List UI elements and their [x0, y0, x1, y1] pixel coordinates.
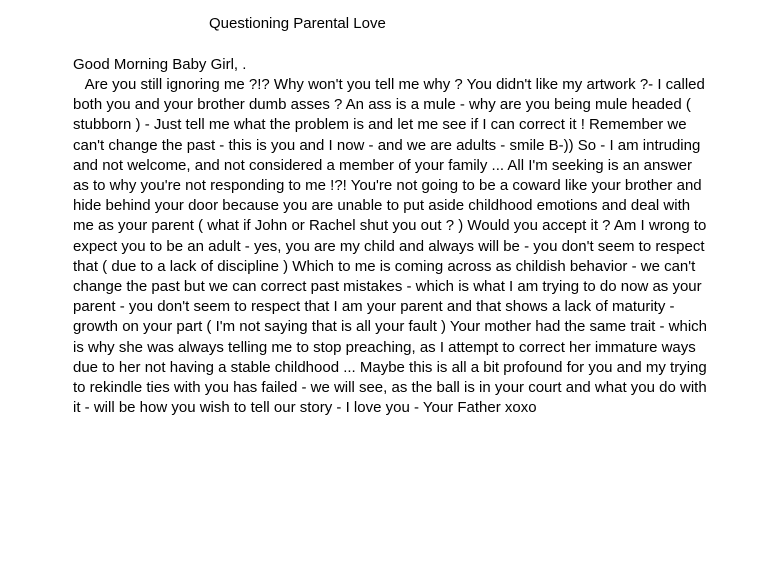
- body-line: parent - you don't seem to respect that I am your parent and that shows a lack of maturity -: [73, 298, 675, 316]
- body-line: is why she was always telling me to stop preaching, as I attempt to correct her immature ways: [73, 338, 696, 356]
- body-line: me as your parent ( what if John or Rachel shut you out ? ) Would you accept it ? Am I wrong to: [73, 217, 707, 235]
- body-line: due to her not having a stable childhood ... Maybe this is all a bit profound for you and my trying: [73, 358, 707, 376]
- body-line: stubborn ) - Just tell me what the problem is and let me see if I can correct it ! Remember we: [73, 116, 687, 134]
- letter-body: [73, 75, 723, 418]
- body-line: and not welcome, and not considered a member of your family ... All I'm seeking is an answer: [73, 156, 692, 174]
- body-line: can't change the past - this is you and I now - and we are adults - smile B-)) So - I am intruding: [73, 136, 701, 154]
- body-line: change the past but we can correct past mistakes - which is what I am trying to do now as your: [73, 278, 702, 296]
- body-line: both you and your brother dumb asses ? An ass is a mule - why are you being mule headed (: [73, 96, 691, 114]
- body-line: as to why you're not responding to me !?! You're not going to be a coward like your brother and: [73, 177, 702, 195]
- body-line: growth on your part ( I'm not saying that is all your fault ) Your mother had the same trait - which: [73, 318, 707, 336]
- letter-greeting: Good Morning Baby Girl, .: [73, 56, 247, 73]
- body-line: it - will be how you wish to tell our story - I love you - Your Father xoxo: [73, 399, 537, 417]
- body-line: expect you to be an adult - yes, you are my child and always will be - you don't seem to respect: [73, 237, 705, 255]
- body-line: hide behind your door because you are unable to put aside childhood emotions and deal with: [73, 197, 691, 215]
- document-title: Questioning Parental Love: [209, 15, 386, 32]
- body-line: to rekindle ties with you has failed - we will see, as the ball is in your court and what you do with: [73, 379, 707, 397]
- body-line: that ( due to a lack of discipline ) Which to me is coming across as childish behavior - we can't: [73, 257, 696, 275]
- body-line: Are you still ignoring me ?!? Why won't you tell me why ? You didn't like my artwork ?- I called: [73, 76, 705, 93]
